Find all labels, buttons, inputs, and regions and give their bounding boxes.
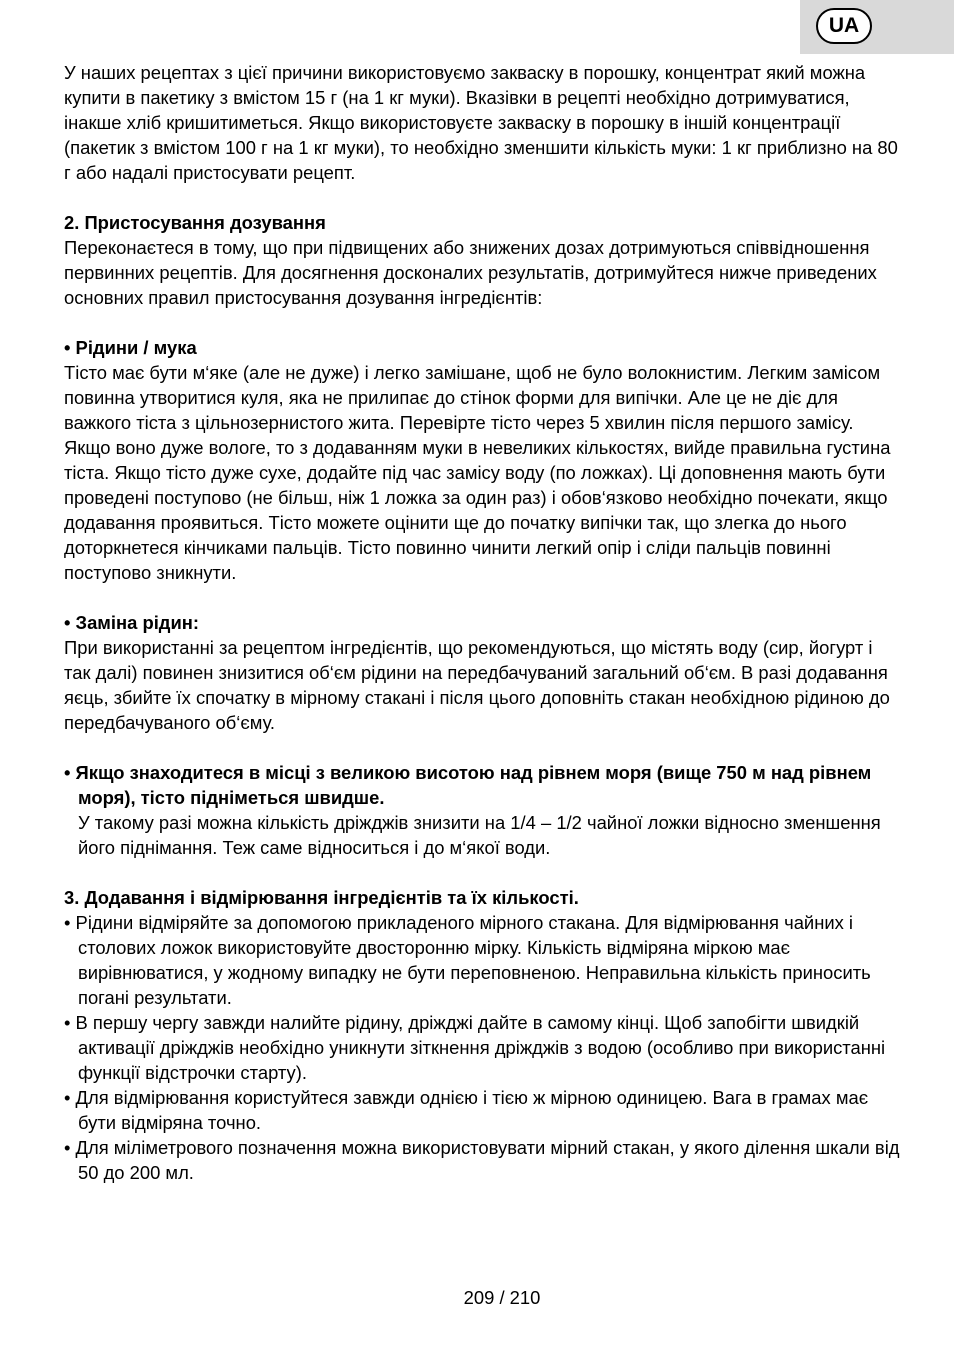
section-2-heading: 2. Пристосування дозування <box>64 212 326 233</box>
section-2-paragraph: Переконаєтеся в тому, що при підвищених або знижених дозах дотримуються співвідношення первинних рецептів. Для досягнення досконалих результатів, дотримуйтеся нижче приведених основних правил пристосування дозування інгредієнтів: <box>64 237 877 308</box>
page-number <box>0 1285 954 1310</box>
spacer <box>64 585 904 610</box>
spacer <box>64 185 904 210</box>
liquids-heading: • Рідини / мука <box>64 337 197 358</box>
replace-liquids-paragraph: При використанні за рецептом інгредієнтів, що рекомендуються, що містять воду (сир, йогурт і так далі) повинен знизитися об‘єм рідини на передбачуваний загальний об‘єм. В разі додавання яєць, збийте їх спочатку в мірному стакані і після цього доповніть стакан необхідною рідиною до передбачуваного об‘єму. <box>64 637 890 733</box>
spacer <box>64 310 904 335</box>
page-separator: / <box>494 1287 510 1308</box>
list-item: • Для відмірювання користуйтеся завжди однією і тією ж мірною одиницею. Вага в грамах має бути відміряна точно. <box>64 1087 869 1133</box>
language-badge: UA <box>816 8 872 44</box>
document-body <box>64 60 904 1185</box>
section-3-heading: 3. Додавання і відмірювання інгредієнтів та їх кількості. <box>64 887 579 908</box>
page-total: 210 <box>509 1287 541 1308</box>
altitude-heading: • Якщо знаходитеся в місці з великою висотою над рівнем моря (вище 750 м над рівнем моря), тісто підніметься швидше. <box>64 762 872 808</box>
spacer <box>64 860 904 885</box>
list-item: • Для міліметрового позначення можна використовувати мірний стакан, у якого ділення шкали від 50 до 200 мл. <box>64 1137 900 1183</box>
list-item: • В першу чергу завжди налийте рідину, дріжджі дайте в самому кінці. Щоб запобігти швидкій активації дріжджів необхідно уникнути зіткнення дріжджів з водою (особливо при використанні функції відстрочки старту). <box>64 1012 886 1083</box>
liquids-paragraph: Тісто має бути м‘яке (але не дуже) і легко замішане, щоб не було волокнистим. Легким замісом повинна утворитися куля, яка не прилипає до стінок форми для випічки. Але це не діє для важкого тіста з цільнозернистого жита. Перевірте тісто через 5 хвилин після першого замісу. Якщо воно дуже вологе, то з додаванням муки в невеликих кількостях, вийде правильна густина тіста. Якщо тісто дуже сухе, додайте під час замісу воду (по ложках). Ці доповнення мають бути проведені поступово (не більш, ніж 1 ложка за один раз) і обов‘язково необхідно почекати, якщо додавання проявиться. Тісто можете оцінити ще до початку випічки так, що злегка до нього доторкнетеся кінчиками пальців. Тісто повинно чинити легкий опір і сліди пальців повинні поступово зникнути. <box>64 362 891 583</box>
page-current: 209 <box>463 1287 495 1308</box>
intro-paragraph: У наших рецептах з цієї причини використовуємо закваску в порошку, концентрат який можна купити в пакетику з вмістом 15 г (на 1 кг муки). Вказівки в рецепті необхідно дотримуватися, інакше хліб кришитиметься. Якщо використовуєте закваску в порошку в іншій концентрації (пакетик з вмістом 100 г на 1 кг муки), то необхідно зменшити кількість муки: 1 кг приблизно на 80 г або надалі пристосувати рецепт. <box>64 62 898 183</box>
spacer <box>64 735 904 760</box>
list-item: • Рідини відміряйте за допомогою прикладеного мірного стакана. Для відмірювання чайних і столових ложок використовуйте двосторонню мірку. Кількість відміряна міркою має вирівнюватися, у жодному випадку не бути переповненою. Неправильна кількість приносить погані результати. <box>64 912 871 1008</box>
altitude-paragraph: У такому разі можна кількість дріжджів знизити на 1/4 – 1/2 чайної ложки відносно зменшення його піднімання. Теж саме відноситься і до м‘якої води. <box>78 812 881 858</box>
replace-liquids-heading: • Заміна рідин: <box>64 612 200 633</box>
